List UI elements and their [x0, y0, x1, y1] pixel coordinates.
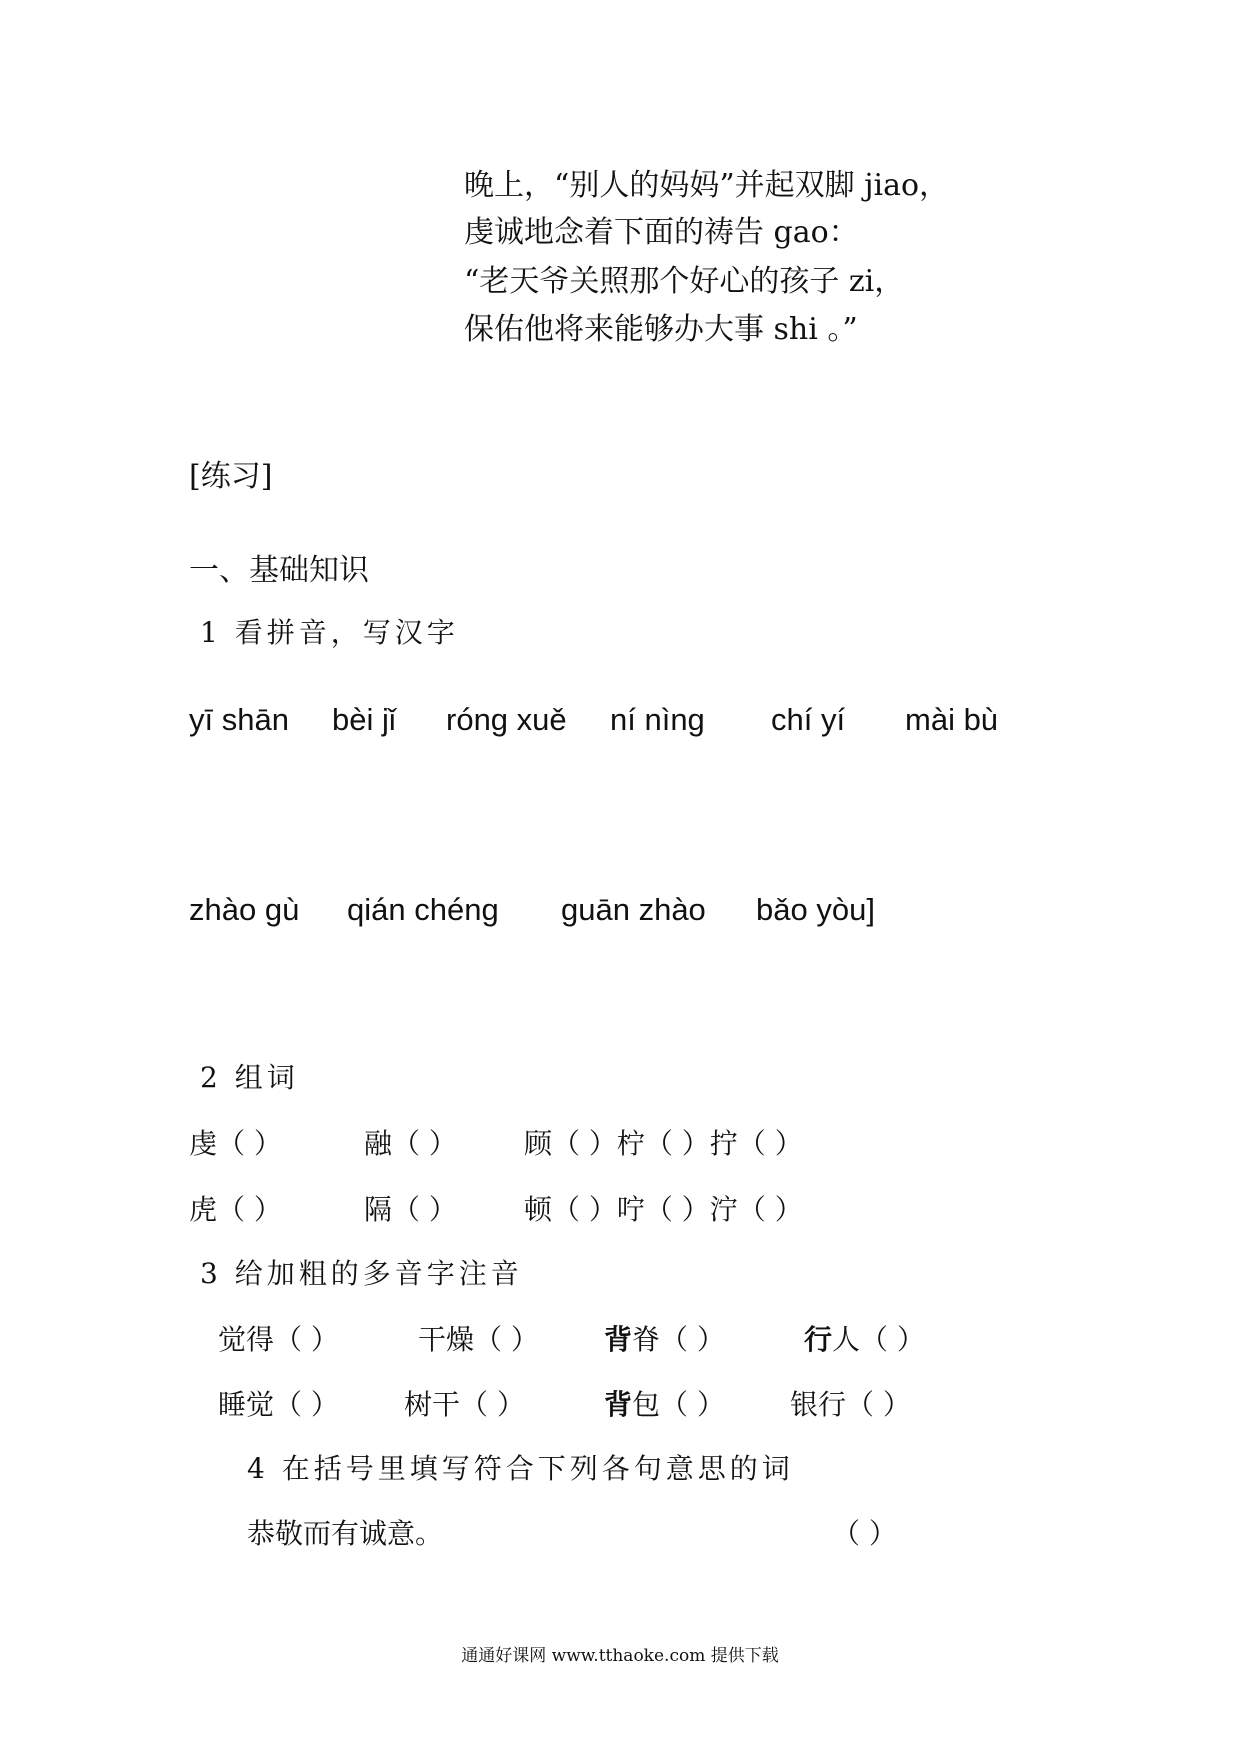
polyphone-item: 干燥（ ）: [418, 1323, 539, 1356]
polyphone-item: 银行（ ）: [790, 1388, 911, 1421]
polyphone-item: 背包（ ）: [604, 1388, 725, 1421]
q4-item-1: 恭敬而有诚意。: [247, 1517, 444, 1550]
section-title: 一、基础知识: [189, 553, 369, 588]
poem-line-3: “老天爷关照那个好心的孩子 zi，: [464, 264, 905, 299]
word-blank: 顿（ ）咛（ ）泞（ ）: [524, 1193, 803, 1226]
q3-title: 3 给加粗的多音字注音: [200, 1257, 523, 1290]
pinyin-item: bǎo yòu]: [756, 892, 875, 927]
q1-title: 1 看拼音，写汉字: [200, 616, 459, 649]
q4-title: 4 在括号里填写符合下列各句意思的词: [247, 1452, 794, 1485]
pinyin-item: mài bù: [905, 702, 999, 737]
pinyin-item: bèi jǐ: [332, 702, 396, 737]
pinyin-item: chí yí: [771, 702, 846, 737]
word-blank: 隔（ ）: [364, 1193, 457, 1226]
q2-title: 2 组词: [200, 1061, 299, 1094]
poem-line-1: 晚上，“别人的妈妈”并起双脚 jiao，: [464, 168, 950, 203]
word-blank: 虎（ ）: [189, 1193, 282, 1226]
exercise-heading: [练习]: [189, 459, 273, 494]
pinyin-item: yī shān: [189, 702, 289, 737]
polyphone-item: 树干（ ）: [404, 1388, 525, 1421]
word-blank: 顾（ ）柠（ ）拧（ ）: [524, 1127, 803, 1160]
polyphone-item: 睡觉（ ）: [218, 1388, 339, 1421]
polyphone-item: 背脊（ ）: [604, 1323, 725, 1356]
pinyin-item: zhào gù: [189, 892, 300, 927]
pinyin-item: ní nìng: [610, 702, 705, 737]
footer-credit: 通通好课网 www.tthaoke.com 提供下载: [461, 1646, 779, 1666]
polyphone-item: 觉得（ ）: [218, 1323, 339, 1356]
pinyin-item: guān zhào: [561, 892, 706, 927]
pinyin-item: qián chéng: [347, 892, 499, 927]
q4-item-1-blank: （ ）: [832, 1517, 897, 1550]
poem-line-4: 保佑他将来能够办大事 shi 。”: [464, 312, 858, 347]
pinyin-item: róng xuě: [446, 702, 567, 737]
poem-line-2: 虔诚地念着下面的祷告 gao：: [464, 215, 859, 250]
word-blank: 融（ ）: [364, 1127, 457, 1160]
polyphone-item: 行人（ ）: [804, 1323, 925, 1356]
word-blank: 虔（ ）: [189, 1127, 282, 1160]
